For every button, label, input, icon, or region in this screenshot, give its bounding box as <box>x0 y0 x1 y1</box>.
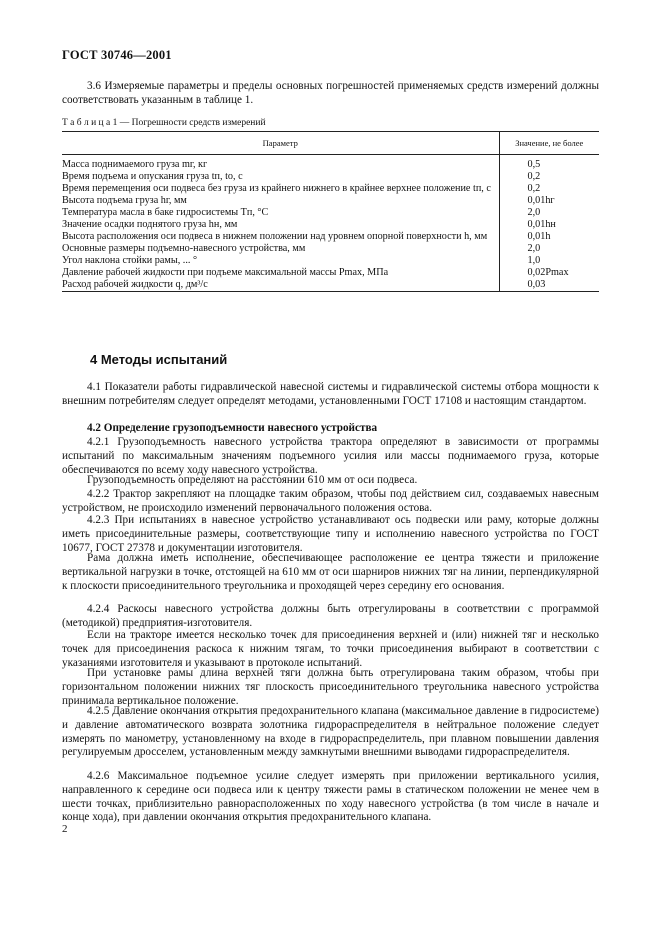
table-row <box>62 219 599 231</box>
table-row <box>62 267 599 279</box>
page-number: 2 <box>62 823 68 835</box>
paragraph-4-2-4-c: При установке рамы длина верхней тяги должна быть отрегулирована таким образом, чтобы при горизонтальном положении нижних тяг плоскость присоединительного треугольника навесного устройства принимала вертикальное положение. <box>62 667 599 707</box>
table-row <box>62 183 599 195</box>
value-cell: 1,0 <box>527 255 541 266</box>
table-row <box>62 231 599 243</box>
section-4-title: 4 Методы испытаний <box>90 352 228 367</box>
table-row <box>62 195 599 207</box>
param-cell: Значение осадки поднятого груза hн, мм <box>62 219 499 231</box>
intro-paragraph: 3.6 Измеряемые параметры и пределы основных погрешностей применяемых средств измерений должны соответствовать указанным в таблице 1. <box>62 80 599 106</box>
paragraph-4-2-2: 4.2.2 Трактор закрепляют на площадке таким образом, чтобы под действием сил, создаваемых навесным устройством, не происходило изменений первоначального положения остова. <box>62 488 599 514</box>
param-cell: Угол наклона стойки рамы, ... ° <box>62 255 499 267</box>
table-row <box>62 207 599 219</box>
paragraph-4-2-3-b: Рама должна иметь исполнение, обеспечивающее расположение ее центра тяжести и приложение вертикальной нагрузки в точке, отстоящей на 610 мм от оси шарниров нижних тяг на линии, перпендикулярной к плоскости присоединительного треугольника и проходящей через середину его основания. <box>62 552 599 592</box>
paragraph-4-2-4-b: Если на тракторе имеется несколько точек для присоединения верхней и (или) нижней тяг и несколько точек для присоединения раскоса к нижним тягам, то точки присоединения выбирают в соответствии с указаниями изготовителя и указывают в протоколе испытаний. <box>62 629 599 669</box>
param-cell: Высота расположения оси подвеса в нижнем положении над уровнем опорной поверхности h, мм <box>62 231 499 243</box>
param-cell: Время подъема и опускания груза tп, tо, с <box>62 171 499 183</box>
paragraph-4-2-1-b: Грузоподъемность определяют на расстоянии 610 мм от оси подвеса. <box>87 474 418 486</box>
table-caption: Т а б л и ц а 1 — Погрешности средств измерений <box>62 118 266 128</box>
column-header-value: Значение, не более <box>499 132 599 155</box>
paragraph-4-1: 4.1 Показатели работы гидравлической навесной системы и гидравлической системы отбора мощности к внешним потребителям следует определят методами, установленными ГОСТ 17108 и настоящим стандартом. <box>62 381 599 407</box>
table-row <box>62 243 599 255</box>
document-header: ГОСТ 30746—2001 <box>62 48 172 62</box>
param-cell: Время перемещения оси подвеса без груза из крайнего нижнего в крайнее верхнее положение tп, с <box>62 183 499 195</box>
paragraph-4-2-3: 4.2.3 При испытаниях в навесное устройство устанавливают ось подвески или раму, которые должны иметь присоединительные размеры, соответствующие типу и исполнению навесного устройства по ГОСТ 10677, ГОСТ 27378 и документации изготовителя. <box>62 514 599 554</box>
value-cell: 0,5 <box>527 159 541 170</box>
measurement-errors-table <box>62 131 599 292</box>
param-cell: Давление рабочей жидкости при подъеме максимальной массы Pmax, МПа <box>62 267 499 279</box>
subsection-4-2-title: 4.2 Определение грузоподъемности навесного устройства <box>87 422 378 434</box>
param-cell: Основные размеры подъемно-навесного устройства, мм <box>62 243 499 255</box>
table-row <box>62 171 599 183</box>
param-cell: Масса поднимаемого груза mг, кг <box>62 155 499 172</box>
param-cell: Расход рабочей жидкости q, дм³/с <box>62 279 499 292</box>
table-header-row <box>62 132 599 155</box>
paragraph-4-2-6: 4.2.6 Максимальное подъемное усилие следует измерять при приложении вертикального усилия, направленного к середине оси подвеса или к центру тяжести рамы в статическом положении не менее чем в шести точках, приблизительно равнорасположенных по ходу навесного устройства (в том числе в начале и конце хода), при давлении окончания открытия предохранительного клапана. <box>62 770 599 824</box>
column-header-parameter: Параметр <box>62 132 499 155</box>
table-row <box>62 155 599 172</box>
value-cell: 0,01hн <box>527 219 556 230</box>
value-cell: 0,02Pmax <box>527 267 569 278</box>
paragraph-4-2-1: 4.2.1 Грузоподъемность навесного устройства трактора определяют в зависимости от программы испытаний по максимальным значениям подъемного усилия или массы поднимаемого груза, которые обеспечиваются по всему ходу навесного устройства. <box>62 436 599 476</box>
param-cell: Высота подъема груза hг, мм <box>62 195 499 207</box>
table-row <box>62 255 599 267</box>
value-cell: 0,01hг <box>527 195 555 206</box>
value-cell: 0,03 <box>499 279 599 292</box>
table-row <box>62 279 599 292</box>
value-cell: 0,2 <box>527 171 541 182</box>
paragraph-4-2-5: 4.2.5 Давление окончания открытия предохранительного клапана (максимальное давление в гидросистеме) и давление автоматического возврата золотника гидрораспределителя в нейтральное положение следует измерять по манометру, установленному на входе в гидрораспределитель, при плавном повышении давления регулируемым дросселем, установленным между замкнутыми внешними выводами гидрораспределителя. <box>62 705 599 759</box>
paragraph-4-2-4: 4.2.4 Раскосы навесного устройства должны быть отрегулированы в соответствии с программой (методикой) предприятия-изготовителя. <box>62 603 599 629</box>
value-cell: 0,2 <box>527 183 541 194</box>
param-cell: Температура масла в баке гидросистемы Tп, °С <box>62 207 499 219</box>
value-cell: 2,0 <box>527 243 541 254</box>
value-cell: 0,01h <box>527 231 551 242</box>
value-cell: 2,0 <box>527 207 541 218</box>
